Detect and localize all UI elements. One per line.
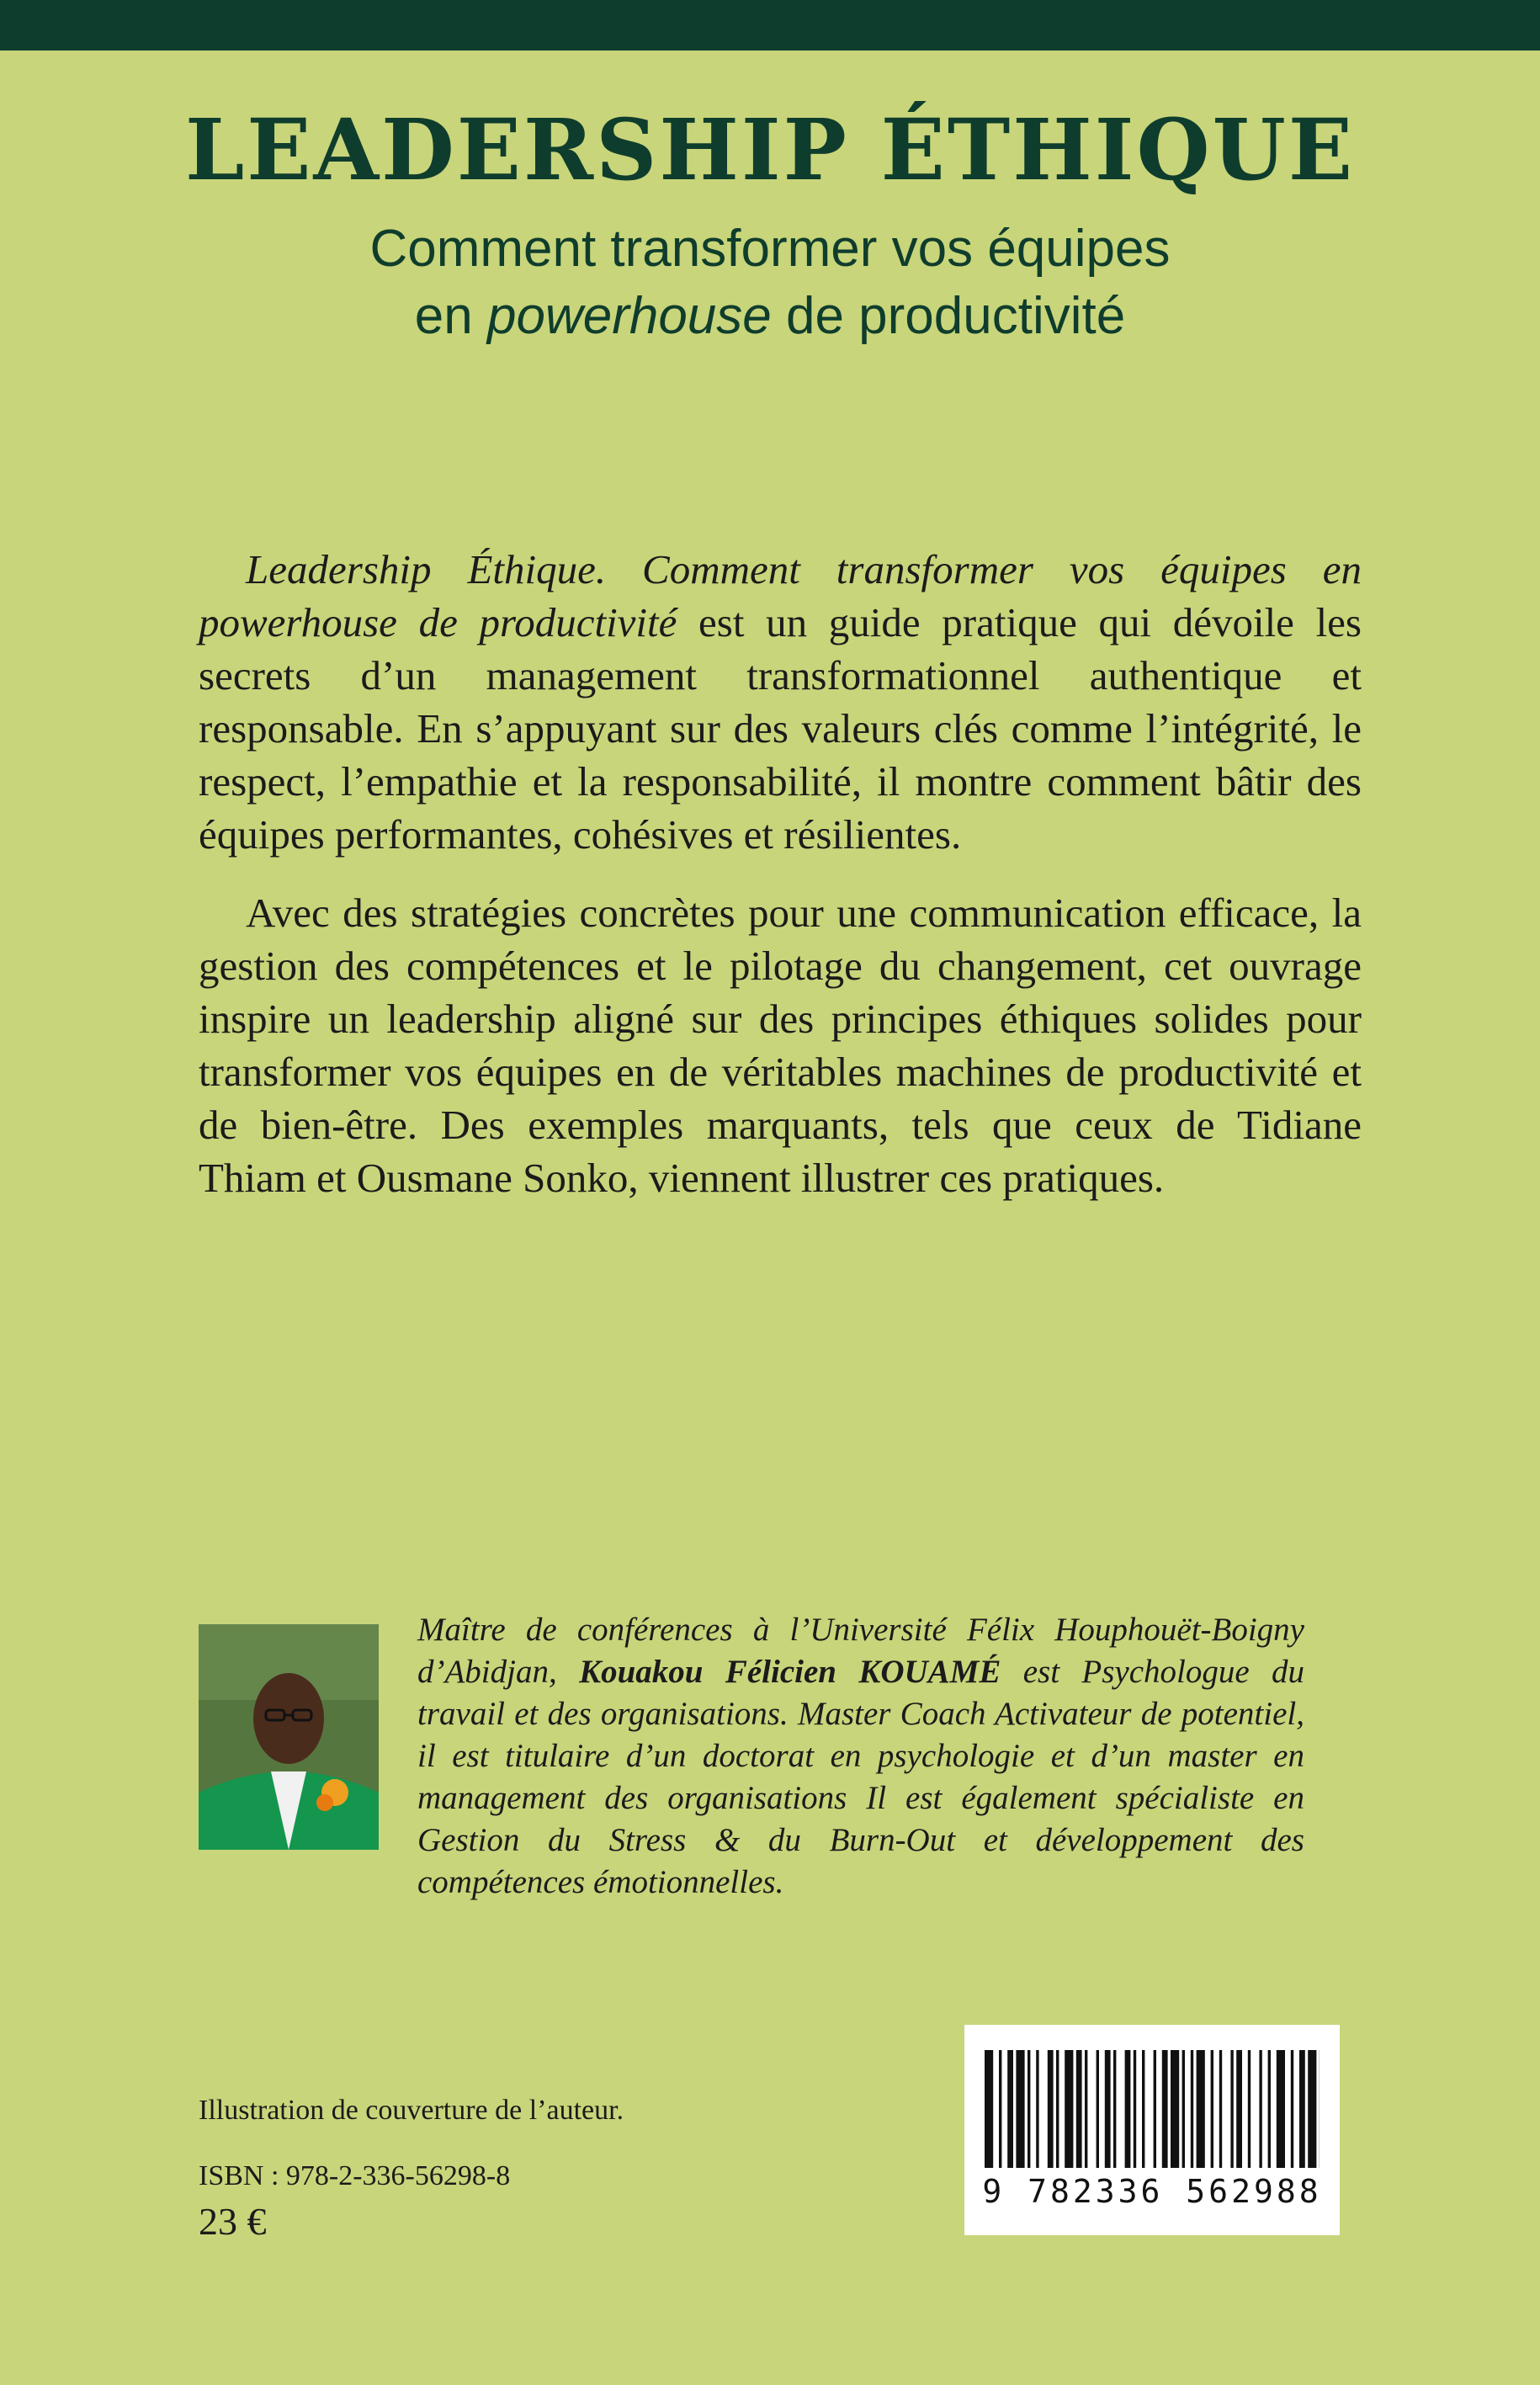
barcode-bar — [1268, 2050, 1271, 2168]
barcode-bar — [1308, 2050, 1316, 2168]
barcode-bar — [1056, 2050, 1059, 2168]
author-bio-details: est Psychologue du travail et des organisations. Master Coach Activateur de potentiel, il est titulaire d’un doctorat en psychologie et d’un master en management des organisations Il est également spécialiste en Gestion du Stress & du Burn-Out et développement des compétences émotionnelles. — [417, 1654, 1305, 1900]
barcode-bar — [1182, 2050, 1185, 2168]
barcode-bar — [1191, 2050, 1193, 2168]
barcode-bar — [1171, 2050, 1179, 2168]
barcode-bar — [1142, 2050, 1144, 2168]
top-band — [0, 0, 1540, 50]
summary-title-reference: Leadership Éthique. Comment transformer vos équipes en powerhouse de productivité — [199, 546, 1362, 645]
barcode-bar — [1113, 2050, 1116, 2168]
barcode-bar — [1016, 2050, 1024, 2168]
barcode-bar — [1097, 2050, 1099, 2168]
author-name: Kouakou Félicien KOUAMÉ — [579, 1654, 1001, 1690]
author-photo — [199, 1624, 379, 1850]
barcode-bar — [1048, 2050, 1054, 2168]
barcode-bar — [1277, 2050, 1285, 2168]
summary-paragraph-2: Avec des stratégies concrètes pour une communication efficace, la gestion des compétences et le pilotage du changement, cet ouvrage inspire un leadership aligné sur des principes éthiques solides pour transformer vos équipes en de véritables machines de productivité et de bien-être. Des exemples marquants, tels que ceux de Tidiane Thiam et Ousmane Sonko, viennent illustrer ces pratiques. — [199, 890, 1362, 1201]
barcode-bar — [1065, 2050, 1073, 2168]
barcode-bar — [1211, 2050, 1213, 2168]
back-cover-summary — [199, 543, 1362, 1230]
barcode-bar — [1299, 2050, 1305, 2168]
barcode-number: 9 782336 562988 — [982, 2173, 1322, 2210]
author-portrait-illustration — [199, 1624, 379, 1850]
isbn: ISBN : 978-2-336-56298-8 — [199, 2160, 511, 2191]
barcode-bar — [1259, 2050, 1261, 2168]
barcode-bar — [1076, 2050, 1082, 2168]
barcode-bar — [1236, 2050, 1242, 2168]
author-bio-intro: Maître de conférences à l’Université Félix Houphouët-Boigny d’Abidjan, — [417, 1612, 1304, 1690]
summary-paragraph-1 — [199, 543, 1362, 861]
barcode-bar — [1291, 2050, 1293, 2168]
subtitle-line-1: Comment transformer vos équipes — [369, 220, 1171, 278]
price: 23 € — [199, 2200, 267, 2243]
barcode-bar — [1028, 2050, 1030, 2168]
barcode-bar — [1197, 2050, 1205, 2168]
barcode-bar — [1134, 2050, 1136, 2168]
barcode-bar — [999, 2050, 1001, 2168]
barcode-bar — [1085, 2050, 1087, 2168]
cover-credit: Illustration de couverture de l’auteur. — [199, 2095, 624, 2126]
barcode-bar — [1248, 2050, 1251, 2168]
subtitle-post: de productivité — [771, 287, 1126, 345]
barcode-bar — [1154, 2050, 1156, 2168]
summary-p1-text: est un guide pratique qui dévoile les secrets d’un management transformationnel authentique et responsable. En s’appuyant sur des valeurs clés comme l’intégrité, le respect, l’empathie et la responsabilité, il montre comment bâtir des équipes performantes, cohésives et résilientes. — [199, 599, 1362, 858]
author-bio — [417, 1609, 1304, 1904]
barcode-bar — [1230, 2050, 1233, 2168]
barcode-bar — [1007, 2050, 1013, 2168]
barcode — [964, 2025, 1340, 2235]
barcode-bar — [1125, 2050, 1131, 2168]
barcode-bar — [1162, 2050, 1168, 2168]
book-title: LEADERSHIP ÉTHIQUE — [184, 100, 1356, 199]
subtitle-line-2 — [0, 283, 1540, 350]
barcode-bar — [1036, 2050, 1038, 2168]
subtitle-pre: en — [414, 287, 487, 345]
subtitle-emphasis: powerhouse — [486, 287, 772, 345]
barcode-bar — [1219, 2050, 1222, 2168]
barcode-bar — [1105, 2050, 1111, 2168]
barcode-bar — [985, 2050, 993, 2168]
barcode-bars — [985, 2050, 1320, 2168]
book-subtitle — [0, 215, 1540, 350]
